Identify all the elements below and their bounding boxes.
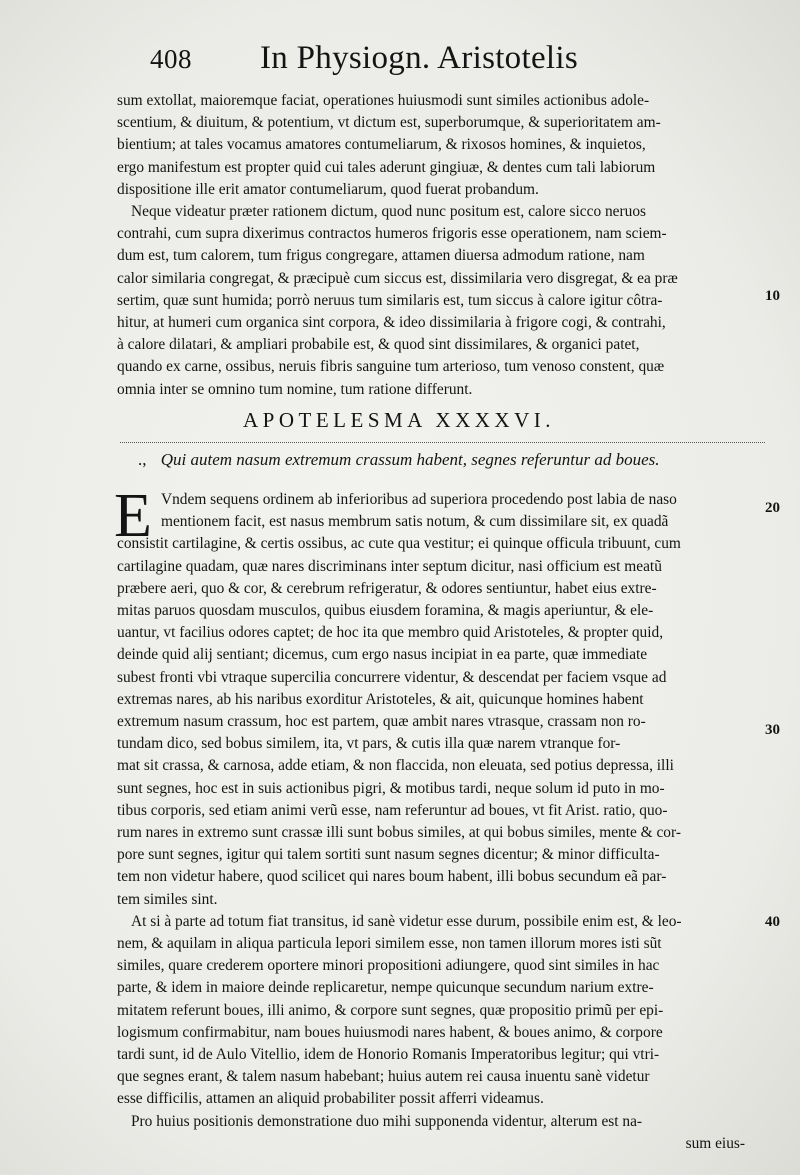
text-line: uantur, vt facilius odores captet; de hoc ita que membro quid Aristoteles, & propter quid, bbox=[117, 624, 664, 642]
text-line: dispositione ille erit amator contumeliarum, quod fuerat probandum. bbox=[117, 180, 539, 198]
text-line: tem non videtur habere, quod scilicet qui nares boum habent, illi bobus secundum eã par- bbox=[117, 868, 667, 886]
text-line: mat sit crassa, & carnosa, adde etiam, & non flaccida, non eleuata, sed potius depressa, illi bbox=[117, 757, 674, 775]
page-header bbox=[150, 40, 610, 80]
text-line: sunt segnes, hoc est in suis actionibus pigri, & motibus tardi, neque solum id puto in mo- bbox=[117, 779, 665, 797]
text-line: scentium, & diuitum, & potentium, vt dictum est, superborumque, & superioritatem am- bbox=[117, 114, 661, 132]
text-line: logismum confirmabitur, nam boues huiusmodi nares habent, & boues animo, & corpore bbox=[117, 1023, 663, 1041]
text-line: tem similes sint. bbox=[117, 890, 218, 908]
text-line: mitas paruos quosdam musculos, quibus eiusdem foramina, & magis aperiuntur, & ele- bbox=[117, 602, 654, 620]
text-line: esse difficilis, attamen an aliquid probabiliter possit afferri videamus. bbox=[117, 1090, 544, 1108]
text-line: calor similaria congregat, & præcipuè cum siccus est, dissimilaria vero disgregat, & ea præ bbox=[117, 269, 678, 287]
section-heading: APOTELESMA XXXXVI. bbox=[243, 408, 555, 432]
text-line: tardi sunt, id de Aulo Vitellio, idem de Honorio Romanis Imperatoribus legitur; qui vtri- bbox=[117, 1046, 660, 1064]
main-paragraphs bbox=[117, 489, 765, 1155]
text-line: mentionem facit, est nasus membrum satis notum, & cum dissimilare sit, ex quadã bbox=[161, 513, 669, 531]
text-line: deinde quid alij sentiant; dicemus, cum ergo nasus incipiat in ea parte, quæ immediate bbox=[117, 646, 648, 664]
drop-capital: E bbox=[114, 482, 152, 550]
margin-line-number: 10 bbox=[765, 288, 780, 304]
text-line: præbere aeri, quo & cor, & cerebrum refrigeratur, & odores sentiuntur, habet eius extre- bbox=[117, 579, 657, 597]
text-line: bientium; at tales vocamus amatores contumeliarum, & rixosos homines, & inquietos, bbox=[117, 136, 646, 154]
text-line: dum est, tum calorem, tum frigus congregare, attamen diuersa admodum ratione, nam bbox=[117, 247, 645, 265]
catchword-line: sum eius- bbox=[685, 1134, 745, 1152]
text-line: que segnes erant, & talem nasum habebant; huius autem rei causa inuentu sanè videtur bbox=[117, 1068, 650, 1086]
page-number: 408 bbox=[150, 44, 192, 74]
text-line: ergo manifestum est propter quid cui tales aderunt gingiuæ, & dentes cum tali labiorum bbox=[117, 158, 656, 176]
subheading-prefix: ., bbox=[138, 450, 147, 469]
text-line: quando ex carne, ossibus, neruis fibris sanguine tum arterioso, tum venoso constent, quæ bbox=[117, 358, 665, 376]
text-line: à calore dilatari, & ampliari probabile est, & quod sint dissimilares, & organici patet, bbox=[117, 336, 640, 354]
text-line: Neque videatur præter rationem dictum, quod nunc positum est, calore sicco neruos bbox=[131, 203, 647, 221]
text-line: sertim, quæ sunt humida; porrò neruus tum similaris est, tum siccus à calore igitur côtra- bbox=[117, 291, 663, 309]
text-line: Pro huius positionis demonstratione duo mihi supponenda videntur, alterum est na- bbox=[131, 1112, 643, 1130]
text-line: parte, & idem in maiore deinde replicaretur, nempe quicunque secundum narium extre- bbox=[117, 979, 654, 997]
margin-line-number: 20 bbox=[765, 500, 780, 516]
top-paragraphs bbox=[117, 90, 765, 401]
subheading-text: Qui autem nasum extremum crassum habent, segnes referuntur ad boues. bbox=[160, 450, 660, 469]
text-line: extremum nasum crassum, hoc est partem, quæ ambit nares vtrasque, crassam non ro- bbox=[117, 713, 646, 731]
text-line: Vndem sequens ordinem ab inferioribus ad superiora procedendo post labia de naso bbox=[161, 491, 677, 508]
text-line: subest fronti vbi vtraque supercilia concurrere videntur, & descendat per faciem vsque ad bbox=[117, 668, 667, 686]
text-line: hitur, at humeri cum organica sint corpora, & ideo dissimilaria à frigore cogi, & contrahi, bbox=[117, 314, 666, 332]
text-line: sum extollat, maioremque faciat, operationes huiusmodi sunt similes actionibus adole- bbox=[117, 92, 650, 109]
margin-line-number: 30 bbox=[765, 722, 780, 738]
text-line: tundam dico, sed bobus similem, ita, vt pars, & cutis illa quæ narem vtranque for- bbox=[117, 735, 621, 753]
text-line: extremas nares, ab his naribus exorditur Aristoteles, & ait, quicunque homines habent bbox=[117, 690, 644, 708]
margin-line-number: 40 bbox=[765, 914, 780, 930]
text-line: rum nares in extremo sunt crassæ illi sunt bobus similes, at qui bobus similes, mente & cor- bbox=[117, 824, 681, 842]
text-line: pore sunt segnes, igitur qui talem sortiti sunt nasum segnes dicentur; & minor difficulta- bbox=[117, 846, 660, 864]
section-subheading bbox=[138, 450, 758, 470]
text-line: similes, quare crederem oportere minori propositioni adiungere, quod sint similes in hac bbox=[117, 957, 660, 975]
divider-rule bbox=[120, 442, 765, 443]
text-line: cartilagine quadam, quæ nares discriminans inter septum dicitur, nasi officium est meatũ bbox=[117, 557, 662, 575]
text-line: consistit cartilagine, & certis ossibus, ac cute qua vestitur; ei quinque officula tribuunt, cum bbox=[117, 535, 681, 553]
text-line: contrahi, cum supra dixerimus contractos humeros frigoris esse operationem, nam sciem- bbox=[117, 225, 667, 243]
text-line: mitatem referunt boues, illi animo, & corpore sunt segnes, quæ propositio primũ per epi- bbox=[117, 1001, 664, 1019]
text-line: At si à parte ad totum fiat transitus, id sanè videtur esse durum, possibile enim est, & leo- bbox=[131, 912, 682, 930]
text-line: tibus corporis, sed etiam animi verũ esse, nam referuntur ad boues, vt fit Arist. ratio, quo- bbox=[117, 801, 668, 819]
running-title: In Physiogn. Aristotelis bbox=[260, 40, 578, 76]
text-line: nem, & aquilam in aliqua particula lepori similem esse, non tamen illorum mores isti sũt bbox=[117, 935, 662, 953]
text-line: omnia inter se omnino tum nomine, tum ratione differunt. bbox=[117, 380, 473, 398]
